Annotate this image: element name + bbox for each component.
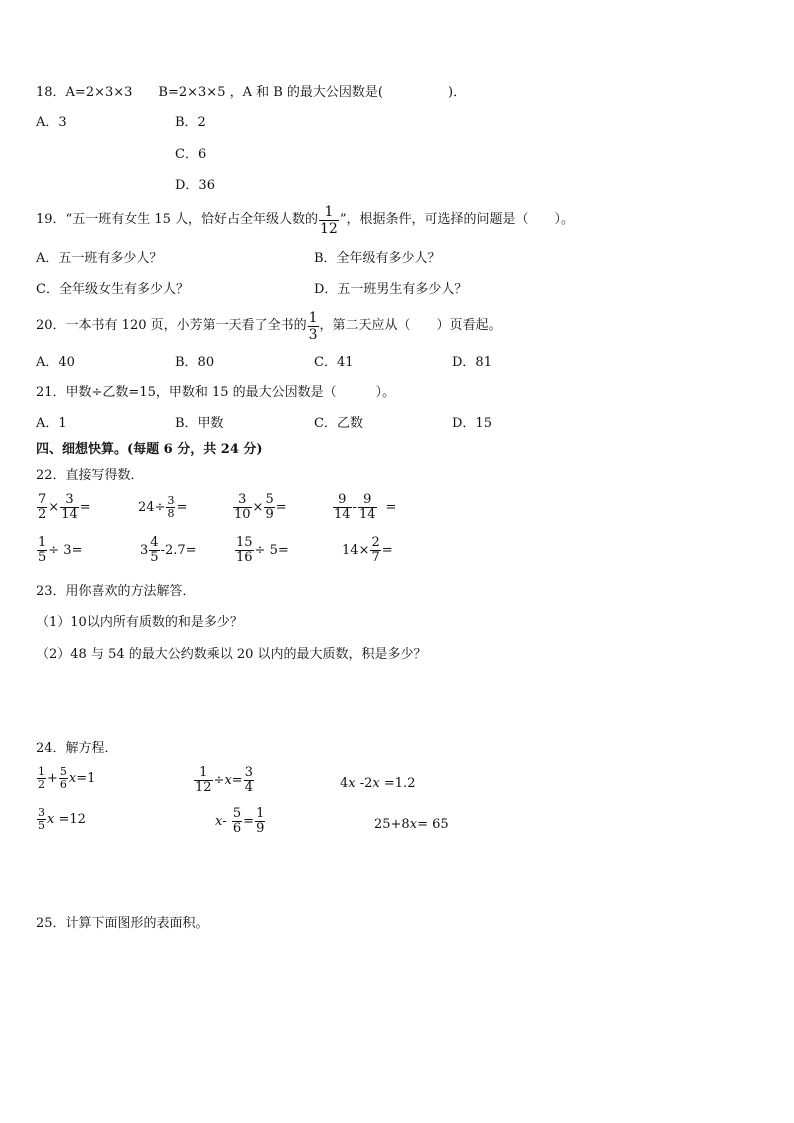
frac-den: 2	[38, 778, 45, 791]
q21-option-a: A．1	[36, 416, 67, 431]
q18-option-a: A．3	[36, 115, 67, 130]
frac-num: 5	[265, 492, 274, 507]
q24-eq-5	[215, 807, 266, 836]
equals: =	[381, 542, 393, 558]
frac-num: 3	[238, 492, 247, 507]
q19-frac-den: 12	[320, 220, 338, 237]
equals: =	[385, 499, 397, 515]
q19-frac-num: 1	[324, 203, 334, 220]
suffix: ÷ 3=	[48, 542, 83, 558]
q20-fraction	[308, 310, 319, 343]
operator: ×	[252, 499, 264, 515]
equals: =	[243, 813, 255, 829]
frac-num: 3	[244, 765, 253, 780]
term: -2	[355, 776, 373, 791]
frac-num: 1	[256, 806, 265, 821]
q22-stem: 22．直接写得数．	[36, 468, 144, 483]
frac-num: 9	[338, 492, 347, 507]
rhs: =1	[76, 770, 96, 786]
term: 25+8	[374, 817, 410, 832]
q22-expr-4	[332, 493, 396, 522]
q22-expr-8	[342, 536, 393, 565]
q20-stem	[36, 308, 502, 344]
q19-stem-before: 19．“五一班有女生 15 人，恰好占全年级人数的	[36, 212, 318, 227]
q24-eq2-frac-b	[244, 766, 254, 795]
variable: x	[215, 813, 223, 829]
frac-num: 5	[59, 765, 67, 778]
frac-den: 14	[358, 507, 376, 522]
suffix: -2.7=	[160, 542, 197, 558]
q24-stem: 24．解方程．	[36, 741, 118, 756]
q18-option-d: D．36	[175, 178, 215, 193]
frac-den: 16	[236, 550, 253, 565]
frac-den: 10	[234, 507, 251, 522]
frac-den: 9	[256, 821, 265, 836]
q22-e5-frac	[37, 536, 47, 565]
q18-option-c: C．6	[175, 147, 207, 162]
section-4-heading: 四、细想快算。(每题 6 分，共 24 分)	[36, 442, 263, 457]
frac-den: 2	[38, 507, 47, 522]
q22-expr-6	[140, 536, 197, 565]
q24-eq1-frac-a	[37, 766, 46, 791]
frac-num: 9	[363, 492, 372, 507]
q24-eq-2	[193, 766, 255, 795]
operator: ×	[48, 499, 60, 515]
frac-num: 15	[236, 535, 253, 550]
frac-num: 1	[199, 765, 208, 780]
q20-frac-num: 1	[308, 309, 318, 326]
q20-stem-before: 20．一本书有 120 页，小芳第一天看了全书的	[36, 318, 307, 333]
operator: +	[47, 770, 58, 786]
q24-eq4-frac	[37, 807, 46, 832]
operator: -	[222, 813, 231, 829]
q20-option-b: B．80	[175, 355, 215, 370]
variable: x	[224, 772, 232, 788]
variable: x	[348, 776, 356, 791]
frac-num: 1	[38, 535, 47, 550]
prefix: 14×	[342, 542, 370, 558]
rhs: =12	[54, 811, 86, 827]
frac-num: 3	[167, 494, 175, 507]
q24-eq1-frac-b	[59, 766, 68, 791]
frac-den: 5	[150, 550, 159, 565]
q23-part-2: （2）48 与 54 的最大公约数乘以 20 以内的最大质数，积是多少？	[36, 647, 427, 662]
q24-eq-4	[36, 807, 86, 832]
q22-e1-frac-b	[60, 493, 79, 522]
q20-stem-after: ，第二天应从（ ）页看起。	[319, 318, 502, 333]
equals: =	[79, 499, 91, 515]
frac-den: 5	[38, 819, 45, 832]
q18-option-b: B．2	[175, 115, 206, 130]
term: 4	[340, 776, 349, 791]
frac-num: 1	[38, 765, 45, 778]
frac-den: 4	[244, 780, 253, 795]
q22-e4-frac-b	[358, 493, 377, 522]
q22-expr-5	[36, 536, 82, 565]
q22-e2-frac	[166, 495, 175, 520]
q21-stem: 21．甲数÷乙数=15，甲数和 15 的最大公因数是（ ）。	[36, 385, 396, 400]
frac-num: 2	[371, 535, 380, 550]
q22-e8-frac	[370, 536, 380, 565]
q19-option-c: C．全年级女生有多少人？	[36, 282, 189, 297]
q19-stem-after: ”，根据条件，可选择的问题是（ ）。	[339, 212, 574, 227]
q20-frac-den: 3	[308, 326, 318, 343]
q24-eq-6	[374, 816, 449, 834]
q23-part-1: （1）10以内所有质数的和是多少？	[36, 615, 243, 630]
operator: -	[352, 499, 357, 515]
q24-eq2-frac-a	[194, 766, 213, 795]
q24-eq5-frac-a	[232, 807, 242, 836]
equals: =	[176, 499, 188, 515]
frac-den: 14	[334, 507, 351, 522]
frac-den: 14	[61, 507, 78, 522]
frac-num: 5	[232, 806, 242, 821]
rhs: =1.2	[379, 776, 416, 791]
suffix: ÷ 5=	[254, 542, 289, 558]
equals: =	[275, 499, 287, 515]
q19-option-b: B．全年级有多少人？	[314, 251, 441, 266]
variable: x	[68, 770, 77, 786]
q20-option-d: D．81	[452, 355, 492, 370]
q22-e3-frac-a	[233, 493, 252, 522]
variable: x	[409, 817, 418, 832]
q21-option-b: B．甲数	[175, 416, 224, 431]
q19-stem	[36, 202, 574, 238]
frac-den: 6	[59, 778, 67, 791]
q22-expr-2	[138, 495, 187, 520]
whole-number: 3	[140, 542, 149, 558]
rhs: = 65	[417, 817, 449, 832]
q24-eq-3	[340, 775, 415, 793]
q19-fraction	[319, 204, 339, 237]
frac-den: 8	[167, 507, 175, 520]
q22-e1-frac-a	[37, 493, 47, 522]
q22-expr-1	[36, 493, 91, 522]
q19-option-d: D．五一班男生有多少人？	[314, 282, 468, 297]
q24-eq5-frac-b	[255, 807, 265, 836]
frac-num: 3	[65, 492, 74, 507]
q22-e7-frac	[235, 536, 254, 565]
q22-e4-frac-a	[333, 493, 352, 522]
frac-den: 6	[232, 821, 242, 836]
frac-den: 7	[371, 550, 380, 565]
frac-den: 9	[265, 507, 274, 522]
prefix: 24÷	[138, 499, 166, 515]
variable: x	[47, 811, 55, 827]
q25-stem: 25．计算下面图形的表面积。	[36, 916, 209, 931]
operator: ÷	[213, 772, 225, 788]
q22-expr-7	[234, 536, 289, 565]
frac-den: 5	[38, 550, 47, 565]
q22-expr-3	[232, 493, 287, 522]
q24-eq-1	[36, 766, 95, 791]
q21-option-d: D．15	[452, 416, 492, 431]
q23-stem: 23．用你喜欢的方法解答．	[36, 584, 196, 599]
variable: x	[372, 776, 380, 791]
q22-e3-frac-b	[264, 493, 274, 522]
q20-option-a: A．40	[36, 355, 75, 370]
frac-den: 12	[195, 780, 212, 795]
q22-e6-frac	[149, 536, 159, 565]
q19-option-a: A．五一班有多少人？	[36, 251, 163, 266]
q20-option-c: C．41	[314, 355, 354, 370]
frac-num: 7	[38, 492, 47, 507]
q21-option-c: C．乙数	[314, 416, 363, 431]
q18-stem: 18．A=2×3×3 B=2×3×5 ，A 和 B 的最大公因数是( )．	[36, 85, 467, 100]
equals: =	[231, 772, 243, 788]
frac-num: 4	[150, 535, 159, 550]
frac-num: 3	[38, 806, 45, 819]
